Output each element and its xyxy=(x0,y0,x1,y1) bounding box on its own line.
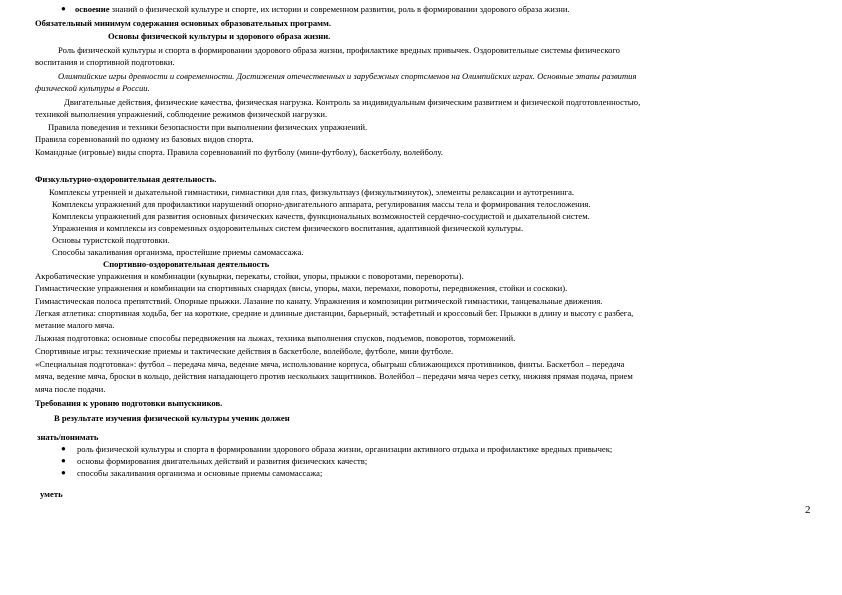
paragraph-line: Роль физической культуры и спорта в формировании здорового образа жизни, профилактике вредных привычек. Оздоровительные системы физического xyxy=(58,45,620,55)
list-item: Комплексы упражнений для профилактики нарушений опорно-двигательного аппарата, регулирования массы тела и формирования телосложения. xyxy=(52,199,591,209)
list-item: Комплексы упражнений для развития основных физических качеств, функциональных возможностей сердечно-сосудистой и дыхательной систем. xyxy=(52,211,590,221)
list-item: Способы закаливания организма, простейшие приемы самомассажа. xyxy=(52,247,304,257)
list-item: роль физической культуры и спорта в формировании здорового образа жизни, организации активного отдыха и профилактике вредных привычек; xyxy=(77,444,613,454)
list-item: Спортивные игры: технические приемы и тактические действия в баскетболе, волейболе, футболе, мини футболе. xyxy=(35,346,454,356)
list-item: Лыжная подготовка: основные способы передвижения на лыжах, техника выполнения спусков, подъемов, поворотов, торможений. xyxy=(35,333,516,343)
paragraph-line: физической культуры в России. xyxy=(35,83,150,93)
list-item: мяча, ведение мяча, броски в кольцо, действия нападающего против нескольких защитников. Волейбол – передачи мяча через сетку, нижняя прямая подача, прием xyxy=(35,371,633,381)
intro-rest-text: знаний о физической культуре и спорте, их истории и современном развитии, роль в формировании здорового образа жизни. xyxy=(109,4,570,14)
list-item: метание малого мяча. xyxy=(35,320,115,330)
know-label: знать/понимать xyxy=(37,432,99,442)
list-item: Гимнастическая полоса препятствий. Опорные прыжки. Лазание по канату. Упражнения и композиции ритмической гимнастики, танцевальные движения. xyxy=(35,296,603,306)
paragraph-line: воспитания и спортивной подготовки. xyxy=(35,57,175,67)
list-item: Комплексы утренней и дыхательной гимнастики, гимнастики для глаз, физкультпауз (физкультминуток), элементы релаксации и аутотренинга. xyxy=(49,187,575,197)
intro-bold-word: освоение xyxy=(75,4,110,14)
list-item: Основы туристской подготовки. xyxy=(52,235,170,245)
bullet-icon: ● xyxy=(61,456,66,465)
page-number: 2 xyxy=(805,504,811,516)
list-item: Гимнастические упражнения и комбинации на спортивных снарядах (висы, упоры, махи, перемахи, повороты, передвижения, стойки и соскоки). xyxy=(35,283,568,293)
paragraph-line: Правила соревнований по одному из базовых видов спорта. xyxy=(35,134,254,144)
list-item: Упражнения и комплексы из современных оздоровительных систем физического воспитания, адаптивной физической культуры. xyxy=(52,223,524,233)
paragraph-line: Двигательные действия, физические качества, физическая нагрузка. Контроль за индивидуальным физическим развитием и физической подготовленностью, xyxy=(64,97,641,107)
paragraph-line: Олимпийские игры древности и современности. Достижения отечественных и зарубежных спортсменов на Олимпийских играх. Основные этапы развития xyxy=(58,71,637,81)
list-item: Акробатические упражнения и комбинации (кувырки, перекаты, стойки, упоры, прыжки с поворотами, перевороты). xyxy=(35,271,464,281)
bullet-icon: ● xyxy=(61,468,66,477)
intro-bullet-text xyxy=(75,4,570,14)
fitness-heading: Физкультурно-оздоровительная деятельность. xyxy=(35,174,217,184)
section-heading: Основы физической культуры и здорового образа жизни. xyxy=(108,31,331,41)
list-item: основы формирования двигательных действий и развития физических качеств; xyxy=(77,456,368,466)
list-item: мяча после подачи. xyxy=(35,384,106,394)
min-content-heading: Обязательный минимум содержания основных образовательных программ. xyxy=(35,18,332,28)
requirements-heading: Требования к уровню подготовки выпускников. xyxy=(35,398,223,408)
paragraph-line: Командные (игровые) виды спорта. Правила соревнований по футболу (мини-футболу), баскетболу, волейболу. xyxy=(35,147,443,157)
list-item: способы закаливания организма и основные приемы самомассажа; xyxy=(77,468,323,478)
requirements-subheading: В результате изучения физической культуры ученик должен xyxy=(54,413,290,423)
sport-heading: Спортивно-оздоровительная деятельность xyxy=(103,259,270,269)
paragraph-line: техникой выполнения упражнений, соблюдение режимов физической нагрузки. xyxy=(35,109,328,119)
list-item: «Специальная подготовка»: футбол – передача мяча, ведение мяча, использование корпуса, обыгрыш сближающихся противников, финты. Баскетбол – передача xyxy=(35,359,625,369)
bullet-icon: ● xyxy=(61,4,66,13)
can-label: уметь xyxy=(40,489,63,499)
paragraph-line: Правила поведения и техники безопасности при выполнении физических упражнений. xyxy=(48,122,368,132)
bullet-icon: ● xyxy=(61,444,66,453)
list-item: Легкая атлетика: спортивная ходьба, бег на короткие, средние и длинные дистанции, барьерный, эстафетный и кроссовый бег. Прыжки в длину и высоту с разбега, xyxy=(35,308,634,318)
